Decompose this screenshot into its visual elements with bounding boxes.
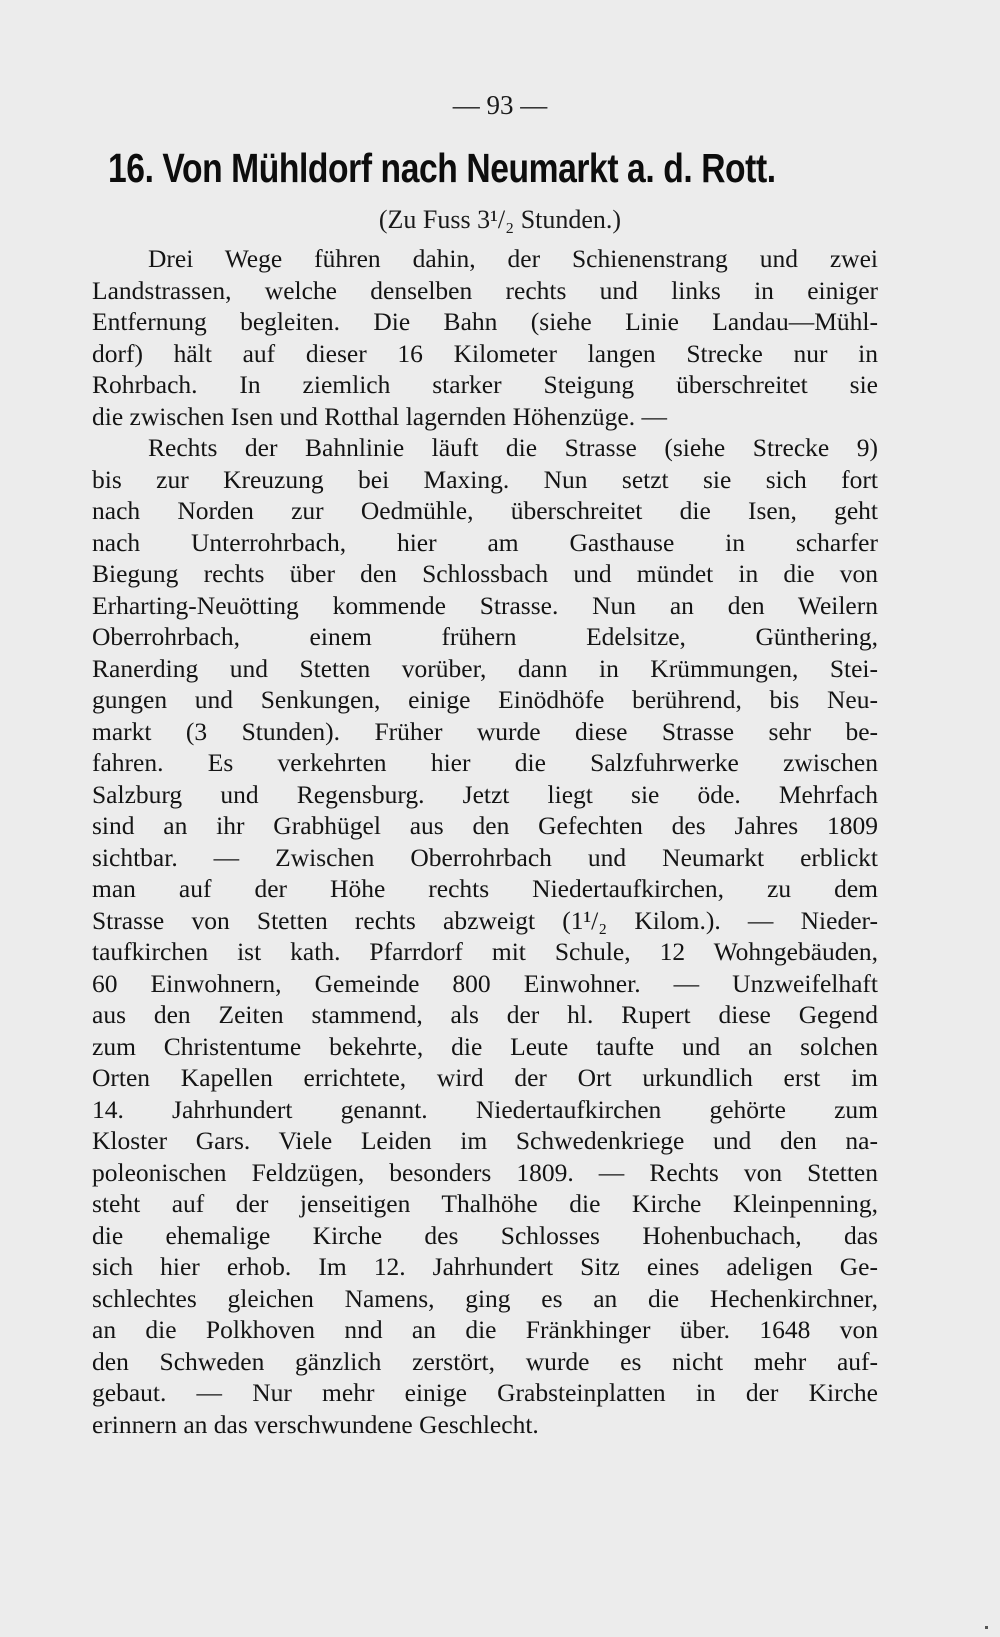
text-line: schlechtes gleichen Namens, ging es an die Hechenkirchner, xyxy=(92,1283,878,1313)
text-line: poleonischen Feldzügen, besonders 1809. — Rechts von Stetten xyxy=(92,1157,878,1187)
body-text xyxy=(92,243,878,1440)
text-line: nach Unterrohrbach, hier am Gasthause in scharfer xyxy=(92,527,878,557)
text-line: gungen und Senkungen, einige Einödhöfe berührend, bis Neu- xyxy=(92,685,878,714)
text-line: markt (3 Stunden). Früher wurde diese Strasse sehr be- xyxy=(92,716,878,746)
text-line: Strasse von Stetten rechts abzweigt (1¹/₂ Kilom.). — Nieder- xyxy=(92,905,878,935)
text-line: Landstrassen, welche denselben rechts und links in einiger xyxy=(92,275,878,305)
text-line: Orten Kapellen errichtete, wird der Ort urkundlich erst im xyxy=(92,1063,878,1092)
text-line: gebaut. — Nur mehr einige Grabsteinplatten in der Kirche xyxy=(92,1378,878,1407)
text-line: man auf der Höhe rechts Niedertaufkirchen, zu dem xyxy=(92,874,878,903)
scan-speck xyxy=(985,1626,988,1629)
text-line: erinnern an das verschwundene Geschlecht. xyxy=(92,1409,539,1439)
text-line: bis zur Kreuzung bei Maxing. Nun setzt sie sich fort xyxy=(92,464,878,494)
text-line: Oberrohrbach, einem frühern Edelsitze, Günthering, xyxy=(92,622,878,651)
text-line: Rohrbach. In ziemlich starker Steigung überschreitet sie xyxy=(92,370,878,399)
text-line: Erharting-Neuötting kommende Strasse. Nun an den Weilern xyxy=(92,590,878,620)
text-line: taufkirchen ist kath. Pfarrdorf mit Schule, 12 Wohngebäuden, xyxy=(92,937,878,966)
text-line: sichtbar. — Zwischen Oberrohrbach und Neumarkt erblickt xyxy=(92,842,878,872)
page-number: — 93 — xyxy=(452,90,548,120)
text-line: dorf) hält auf dieser 16 Kilometer langen Strecke nur in xyxy=(92,338,878,368)
text-line: die ehemalige Kirche des Schlosses Hohenbuchach, das xyxy=(92,1220,878,1250)
text-line: Biegung rechts über den Schlossbach und mündet in die von xyxy=(92,559,878,588)
chapter-title: 16. Von Mühldorf nach Neumarkt a. d. Rott. xyxy=(108,145,776,191)
text-line: nach Norden zur Oedmühle, überschreitet die Isen, geht xyxy=(92,496,878,525)
text-line: sind an ihr Grabhügel aus den Gefechten des Jahres 1809 xyxy=(92,811,878,840)
text-line: aus den Zeiten stammend, als der hl. Rupert diese Gegend xyxy=(92,1000,878,1029)
text-line: sich hier erhob. Im 12. Jahrhundert Sitz eines adeligen Ge- xyxy=(92,1252,878,1281)
text-line: die zwischen Isen und Rotthal lagernden Höhenzüge. — xyxy=(92,401,667,431)
text-line: 14. Jahrhundert genannt. Niedertaufkirchen gehörte zum xyxy=(92,1094,878,1124)
text-line: Ranerding und Stetten vorüber, dann in Krümmungen, Stei- xyxy=(92,653,878,683)
text-line: Entfernung begleiten. Die Bahn (siehe Linie Landau—Mühl- xyxy=(92,307,878,336)
text-line: Kloster Gars. Viele Leiden im Schwedenkriege und den na- xyxy=(92,1126,878,1155)
text-line: an die Polkhoven nnd an die Fränkhinger über. 1648 von xyxy=(92,1315,878,1344)
text-line: Rechts der Bahnlinie läuft die Strasse (siehe Strecke 9) xyxy=(148,433,878,462)
text-line: den Schweden gänzlich zerstört, wurde es nicht mehr auf- xyxy=(92,1346,878,1376)
text-line: steht auf der jenseitigen Thalhöhe die Kirche Kleinpenning, xyxy=(92,1189,878,1218)
text-line: zum Christentume bekehrte, die Leute taufte und an solchen xyxy=(92,1031,878,1061)
text-line: Drei Wege führen dahin, der Schienenstrang und zwei xyxy=(148,244,878,273)
text-line: Salzburg und Regensburg. Jetzt liegt sie öde. Mehrfach xyxy=(92,779,878,809)
text-line: 60 Einwohnern, Gemeinde 800 Einwohner. — Unzweifelhaft xyxy=(92,968,878,998)
text-line: fahren. Es verkehrten hier die Salzfuhrwerke zwischen xyxy=(92,748,878,777)
chapter-subtitle: (Zu Fuss 3¹/₂ Stunden.) xyxy=(378,205,622,234)
